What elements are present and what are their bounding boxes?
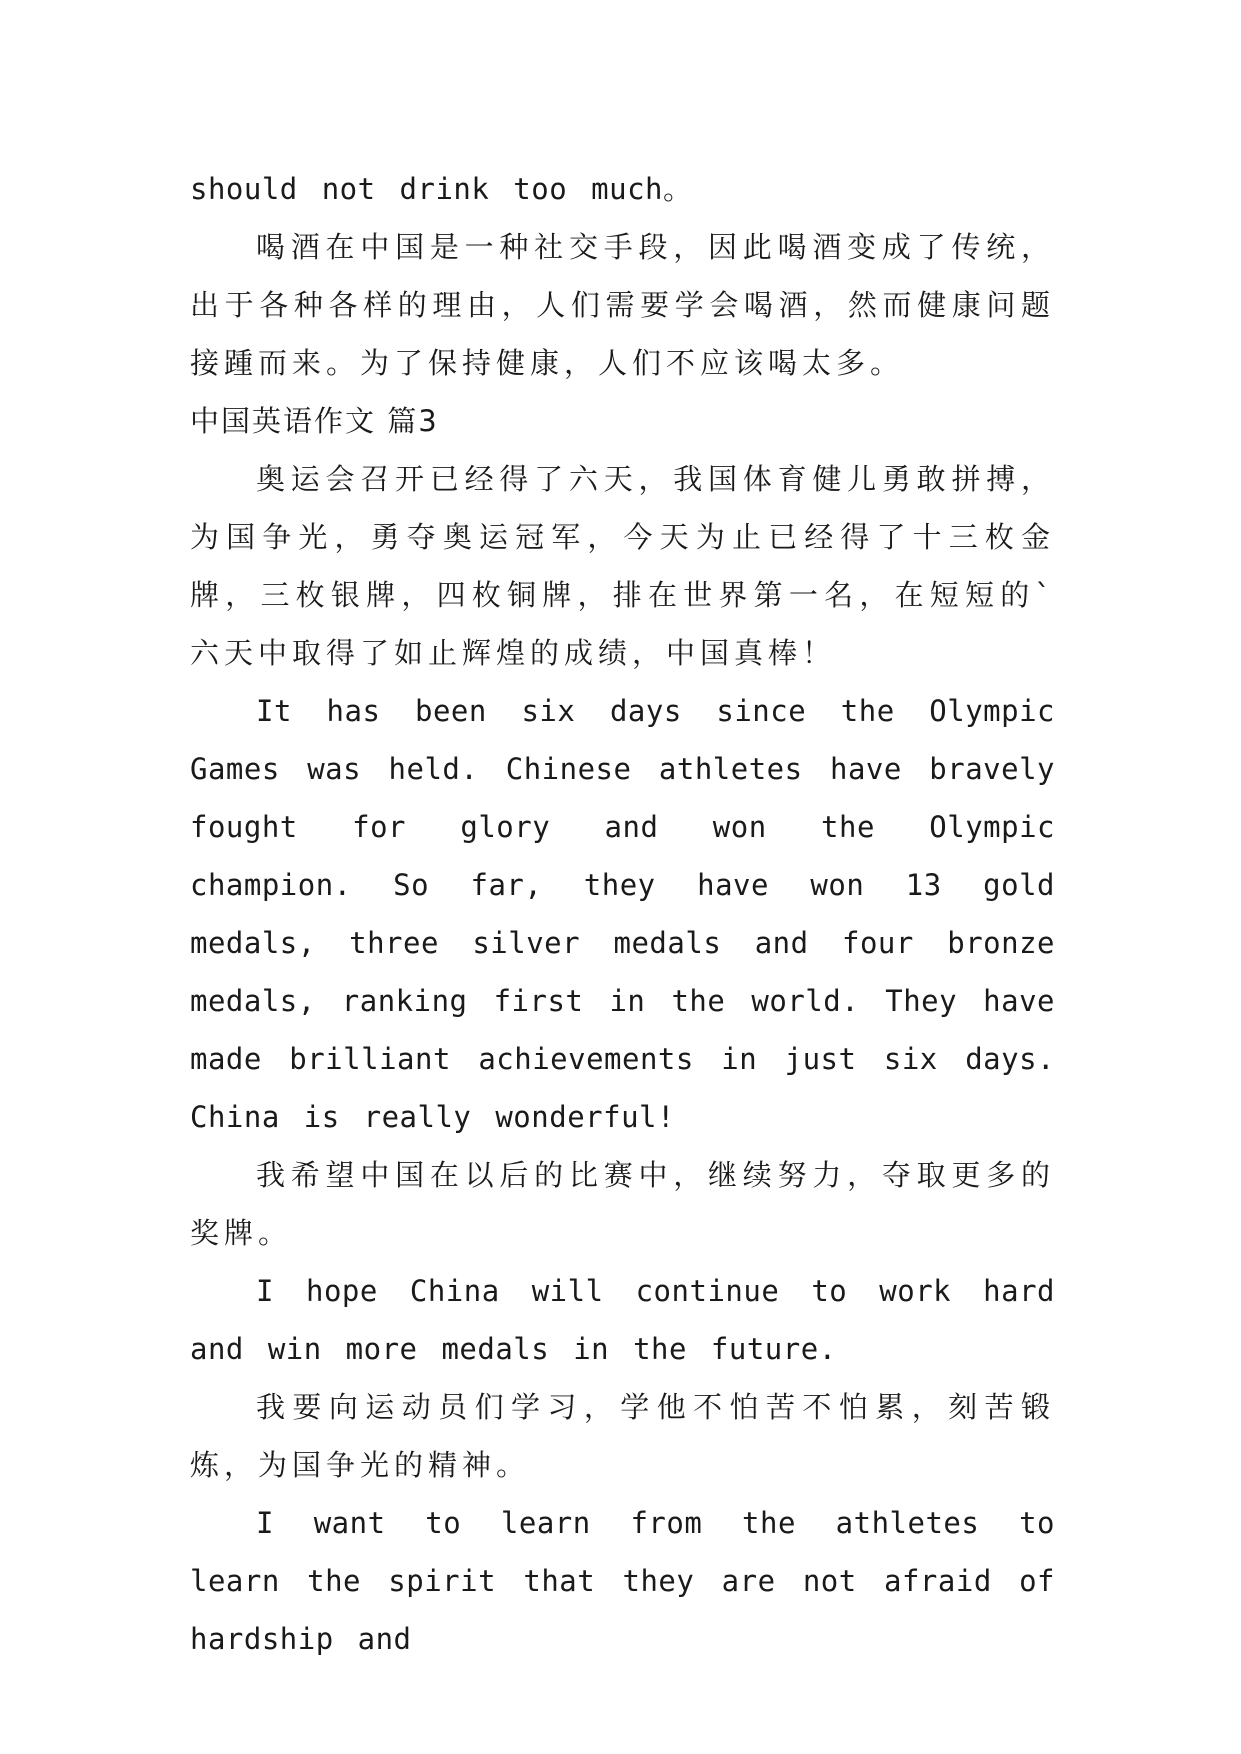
paragraph-learn-english: I want to learn from the athletes to learn the spirit that they are not afraid of hardship and: [190, 1506, 1055, 1656]
paragraph-hope-english: I hope China will continue to work hard and win more medals in the future.: [190, 1274, 1055, 1366]
paragraph-hope-chinese: 我希望中国在以后的比赛中，继续努力，夺取更多的奖牌。: [190, 1158, 1055, 1250]
document-body: [190, 160, 1055, 1668]
paragraph-olympics-chinese: 奥运会召开已经得了六天，我国体育健儿勇敢拼搏，为国争光，勇夺奥运冠军，今天为止已经得了十三枚金牌，三枚银牌，四枚铜牌，排在世界第一名，在短短的`六天中取得了如止辉煌的成绩，中国真棒！: [190, 462, 1055, 670]
paragraph-continuation-english: should not drink too much。: [190, 172, 693, 206]
section-heading: 中国英语作文 篇3: [190, 404, 439, 438]
paragraph-learn-chinese: 我要向运动员们学习，学他不怕苦不怕累，刻苦锻炼，为国争光的精神。: [190, 1390, 1055, 1482]
paragraph-drinking-chinese: 喝酒在中国是一种社交手段，因此喝酒变成了传统，出于各种各样的理由，人们需要学会喝酒，然而健康问题接踵而来。为了保持健康，人们不应该喝太多。: [190, 230, 1055, 380]
paragraph-olympics-english: It has been six days since the Olympic Games was held. Chinese athletes have bravely fought for glory and won the Olympic champion. So far, they have won 13 gold medals, three silver medals and four bronze medals, ranking first in the world. They have made brilliant achievements in just six days. China is really wonderful!: [190, 694, 1055, 1134]
